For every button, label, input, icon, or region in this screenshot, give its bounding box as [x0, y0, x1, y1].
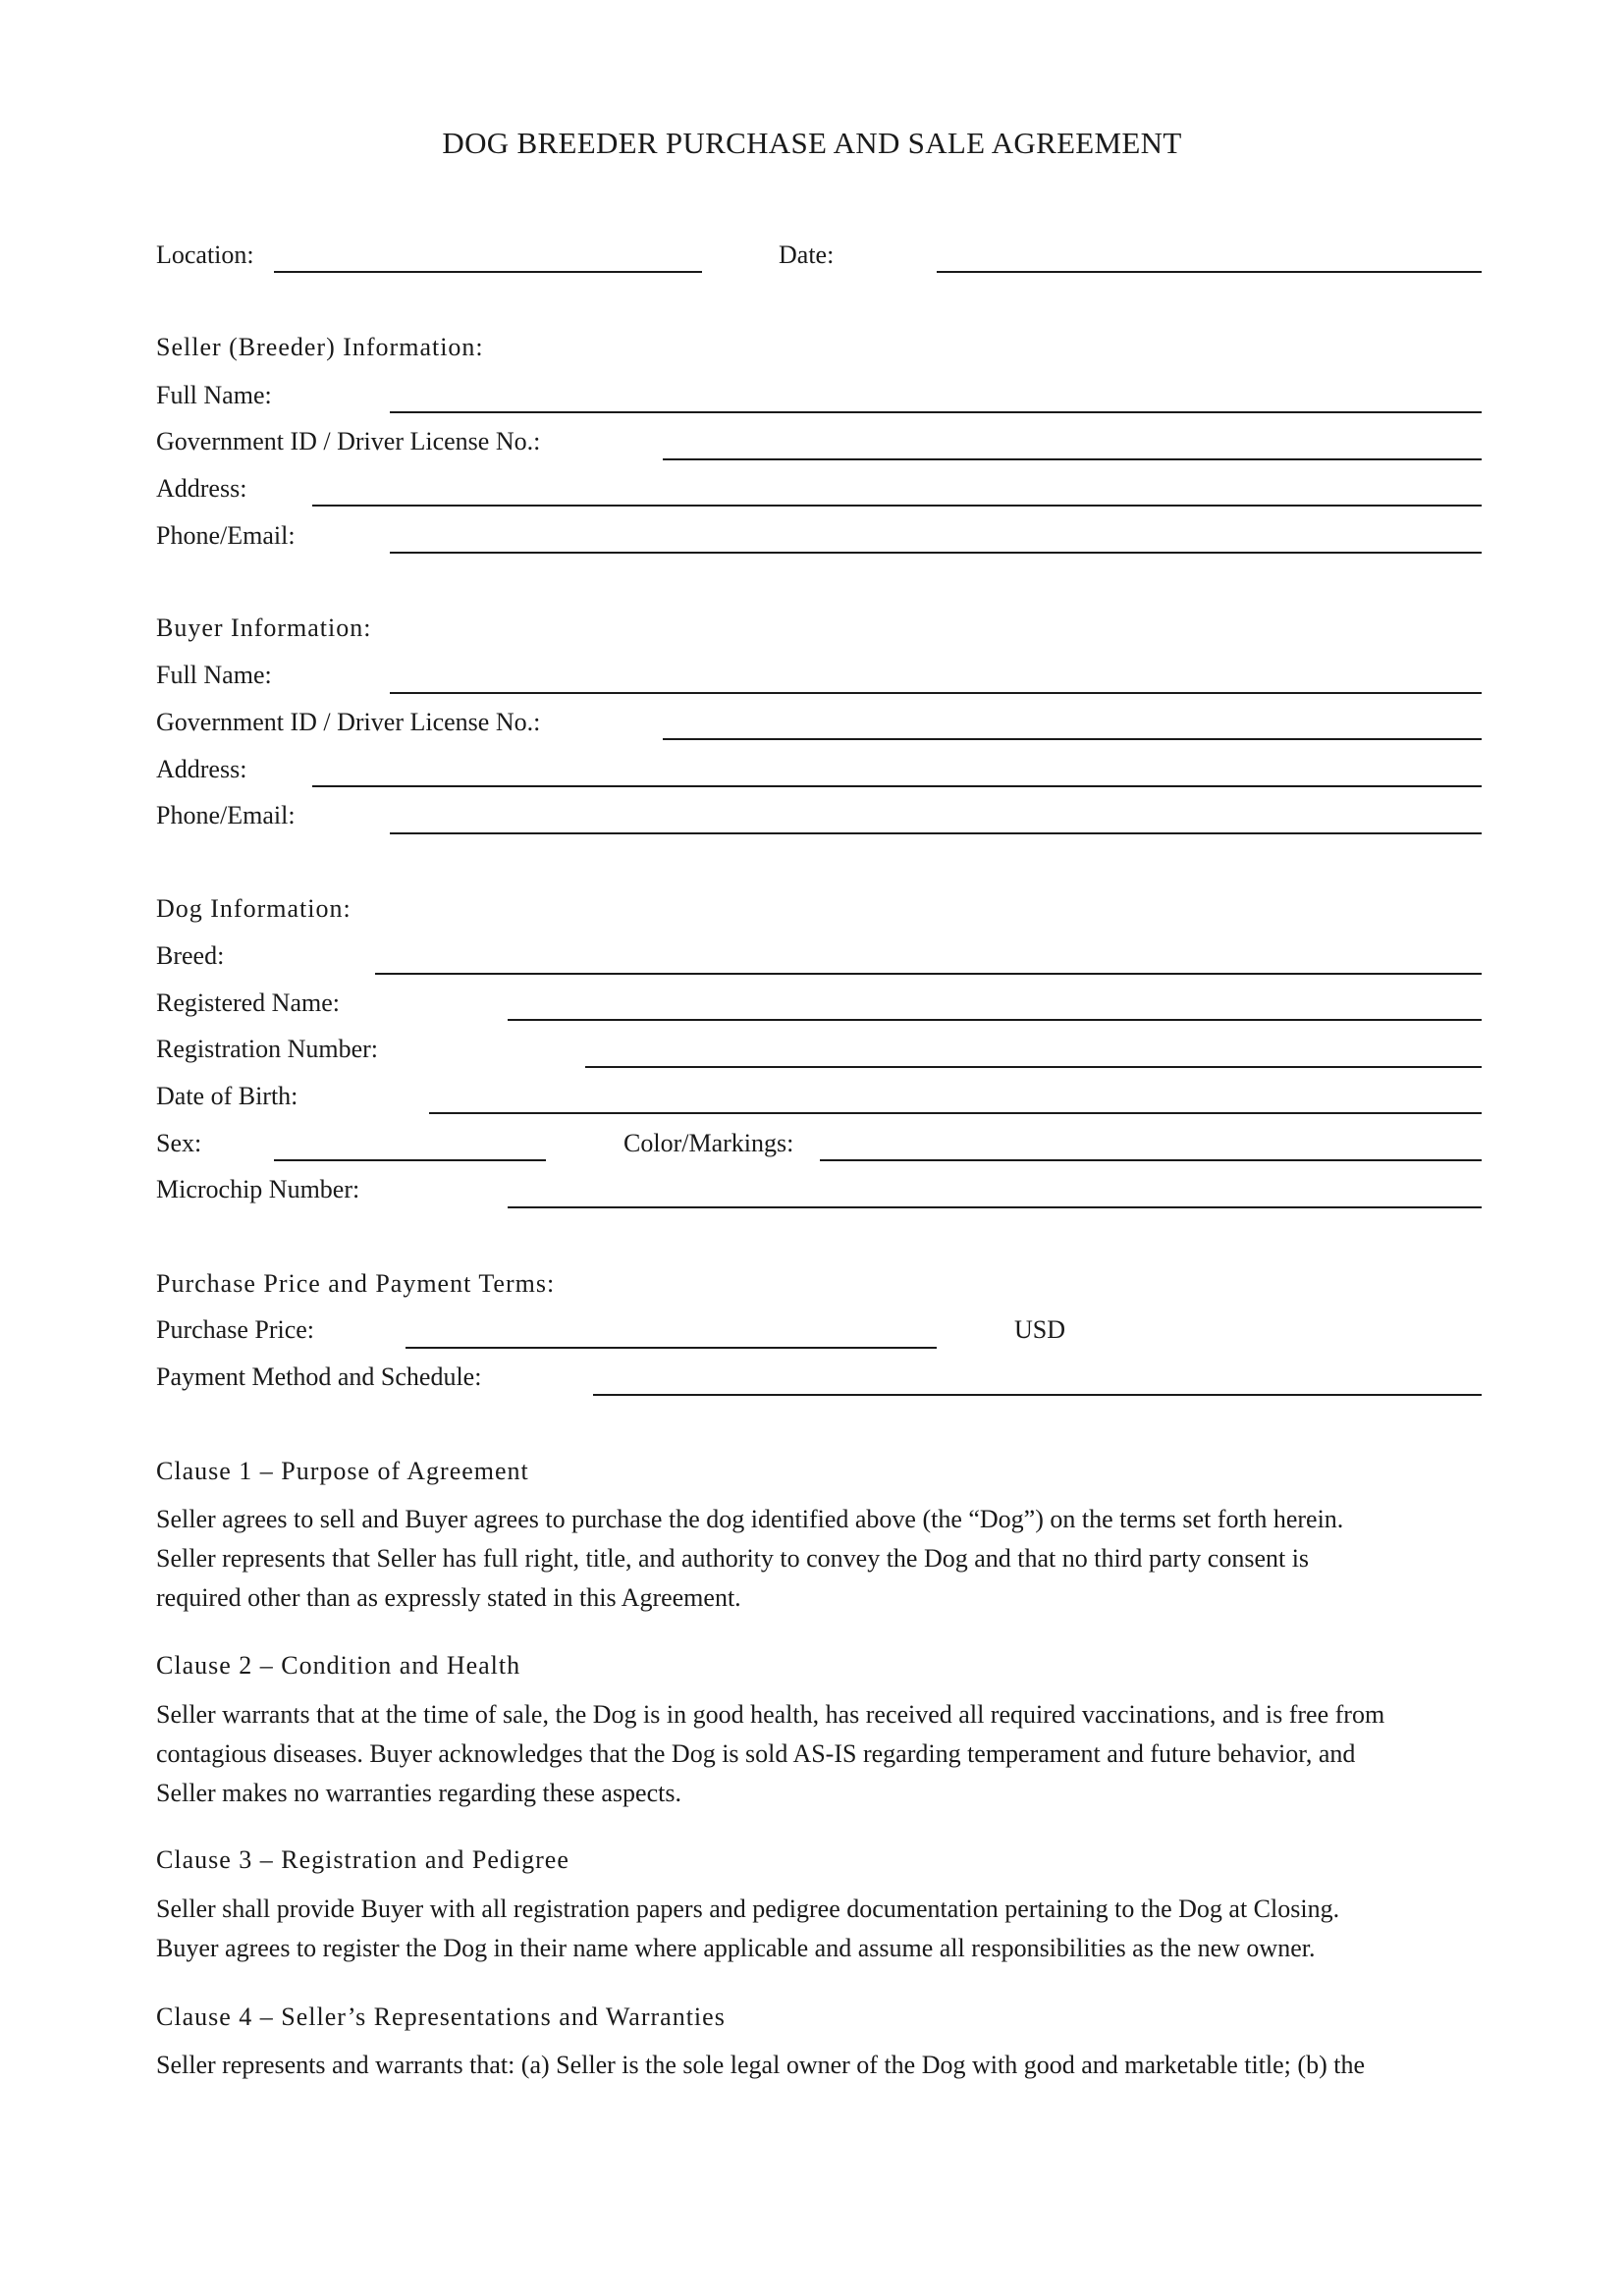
purchase-currency: USD	[1014, 1315, 1066, 1344]
seller-heading: Seller (Breeder) Information:	[156, 333, 484, 361]
location-field[interactable]	[274, 271, 702, 273]
seller-address-field[interactable]	[312, 505, 1482, 507]
dog-registered-name-label: Registered Name:	[156, 988, 340, 1017]
clause-1-heading: Clause 1 – Purpose of Agreement	[156, 1457, 529, 1485]
seller-full-name-label: Full Name:	[156, 381, 272, 409]
buyer-heading: Buyer Information:	[156, 614, 372, 642]
clause-line: Seller agrees to sell and Buyer agrees to purchase the dog identified above (the “Dog”) on the terms set forth herein.	[156, 1505, 1344, 1533]
dog-registered-name-field[interactable]	[508, 1019, 1482, 1021]
seller-full-name-field[interactable]	[390, 411, 1482, 413]
clause-3-heading: Clause 3 – Registration and Pedigree	[156, 1845, 569, 1874]
dog-breed-field[interactable]	[375, 973, 1482, 975]
clause-line: Seller represents and warrants that: (a) Seller is the sole legal owner of the Dog with good and marketable title; (b) the	[156, 2051, 1365, 2079]
location-label: Location:	[156, 240, 254, 269]
payment-method-field[interactable]	[593, 1394, 1482, 1396]
purchase-heading: Purchase Price and Payment Terms:	[156, 1269, 556, 1298]
clause-2-body	[156, 1695, 1491, 1813]
dog-sex-field[interactable]	[274, 1159, 546, 1161]
buyer-full-name-field[interactable]	[390, 692, 1482, 694]
buyer-phone-email-label: Phone/Email:	[156, 801, 296, 829]
buyer-gov-id-field[interactable]	[663, 738, 1482, 740]
date-field[interactable]	[937, 271, 1482, 273]
clause-line: Buyer agrees to register the Dog in their name where applicable and assume all responsibilities as the new owner.	[156, 1934, 1316, 1962]
dog-date-of-birth-label: Date of Birth:	[156, 1082, 298, 1110]
seller-gov-id-field[interactable]	[663, 458, 1482, 460]
clause-4-body	[156, 2046, 1491, 2085]
seller-address-label: Address:	[156, 474, 247, 503]
buyer-address-label: Address:	[156, 755, 247, 783]
dog-registration-number-field[interactable]	[585, 1066, 1482, 1068]
seller-gov-id-label: Government ID / Driver License No.:	[156, 427, 541, 455]
clause-line: contagious diseases. Buyer acknowledges that the Dog is sold AS-IS regarding temperament and future behavior, and	[156, 1739, 1356, 1768]
clause-line: required other than as expressly stated in this Agreement.	[156, 1583, 741, 1612]
dog-breed-label: Breed:	[156, 941, 225, 970]
dog-color-markings-field[interactable]	[820, 1159, 1482, 1161]
payment-method-label: Payment Method and Schedule:	[156, 1362, 482, 1391]
clause-line: Seller represents that Seller has full right, title, and authority to convey the Dog and that no third party consent is	[156, 1544, 1310, 1573]
clause-line: Seller makes no warranties regarding these aspects.	[156, 1779, 681, 1807]
buyer-address-field[interactable]	[312, 785, 1482, 787]
buyer-full-name-label: Full Name:	[156, 661, 272, 689]
purchase-price-label: Purchase Price:	[156, 1315, 315, 1344]
dog-microchip-label: Microchip Number:	[156, 1175, 360, 1203]
date-label: Date:	[779, 240, 835, 269]
buyer-gov-id-label: Government ID / Driver License No.:	[156, 708, 541, 736]
clause-line: Seller warrants that at the time of sale, the Dog is in good health, has received all required vaccinations, and is free from	[156, 1700, 1385, 1729]
document-title: DOG BREEDER PURCHASE AND SALE AGREEMENT	[442, 126, 1182, 160]
buyer-phone-email-field[interactable]	[390, 832, 1482, 834]
seller-phone-email-field[interactable]	[390, 552, 1482, 554]
dog-registration-number-label: Registration Number:	[156, 1035, 379, 1063]
clause-4-heading: Clause 4 – Seller’s Representations and Warranties	[156, 2002, 726, 2031]
dog-date-of-birth-field[interactable]	[429, 1112, 1482, 1114]
purchase-price-field[interactable]	[406, 1347, 937, 1349]
clause-2-heading: Clause 2 – Condition and Health	[156, 1651, 521, 1680]
dog-microchip-field[interactable]	[508, 1206, 1482, 1208]
clause-line: Seller shall provide Buyer with all registration papers and pedigree documentation pertaining to the Dog at Closing.	[156, 1895, 1340, 1923]
clause-3-body	[156, 1890, 1491, 1968]
dog-sex-label: Sex:	[156, 1129, 202, 1157]
dog-color-markings-label: Color/Markings:	[623, 1129, 794, 1157]
seller-phone-email-label: Phone/Email:	[156, 521, 296, 550]
dog-heading: Dog Information:	[156, 894, 352, 923]
clause-1-body	[156, 1500, 1491, 1618]
